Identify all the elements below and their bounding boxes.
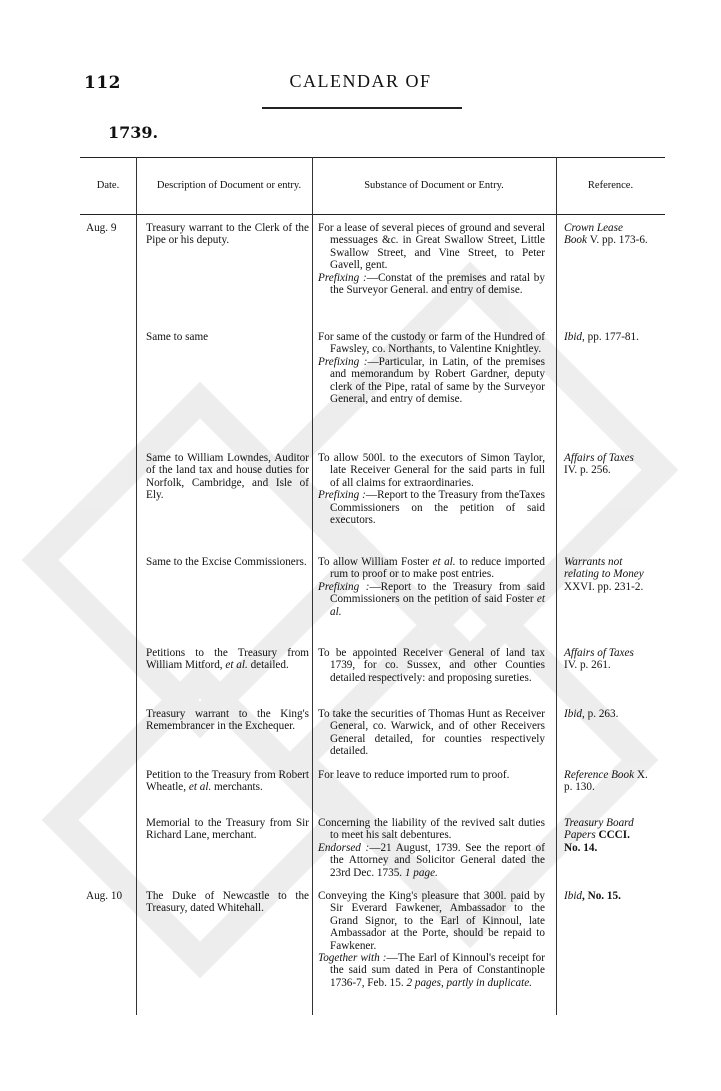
reference-location: IV. p. 261. — [564, 659, 611, 672]
description-text: Petitions to the Treasury from William Mitford, — [146, 647, 309, 672]
entry-substance — [318, 331, 545, 405]
entry-substance — [318, 222, 545, 296]
note-text: —Particular, in Latin, of the premises and memorandum by Robert Gardner, deputy clerk of the Pipe, ratal of same by the Surveyor General, and entry of demise. — [330, 355, 545, 406]
substance-text: For same of the custody or farm of the Hundred of Fawsley, co. Northants, to Valentine Knightley. — [318, 331, 545, 356]
column-header-reference: Reference. — [587, 180, 634, 191]
note-label: Prefixing : — [318, 580, 370, 593]
note-label: Prefixing : — [318, 271, 367, 284]
calendar-table — [80, 222, 665, 1020]
table-row — [80, 452, 665, 556]
reference-title: Reference Book — [564, 769, 635, 781]
entry-substance — [318, 890, 545, 989]
running-head: CALENDAR OF — [289, 71, 432, 91]
reference-title: Crown Lease Book — [564, 222, 623, 247]
substance-text: To allow William Foster — [318, 556, 433, 568]
note-label: Endorsed : — [318, 841, 370, 854]
reference-location: XXVI. pp. 231-2. — [564, 580, 644, 593]
reference-location: , No. 15. — [582, 890, 621, 902]
table-row — [80, 769, 665, 817]
table-header-rule — [80, 214, 665, 215]
entry-description — [146, 647, 309, 672]
substance-text: To take the securities of Thomas Hunt as Receiver General, co. Warwick, and of other Receivers General detailed, for counties respectively detailed. — [318, 708, 545, 758]
reference-title: Treasury Board Papers — [564, 817, 634, 842]
note-text: —Report to the Treasury from said Commissioners on the petition of said Foster — [330, 580, 545, 606]
entry-description: The Duke of Newcastle to the Treasury, dated Whitehall. — [146, 890, 309, 915]
year-heading: 1739. — [108, 123, 159, 142]
entry-description: Same to same — [146, 331, 209, 343]
table-row — [80, 556, 665, 647]
table-row — [80, 331, 665, 452]
reference-title: Affairs of Taxes — [564, 647, 634, 659]
entry-description: Same to the Excise Commissioners. — [146, 556, 307, 568]
note-label: Prefixing : — [318, 355, 368, 368]
entry-reference — [564, 890, 648, 902]
entry-description — [146, 769, 309, 794]
substance-text: to reduce imported rum to proof or to make post entries. — [330, 556, 545, 581]
note-label: Together with : — [318, 952, 387, 965]
entry-description: Same to William Lowndes, Auditor of the land tax and house duties for Norfolk, Cambridge, and Isle of Ely. — [146, 452, 309, 502]
column-header-description: Description of Document or entry. — [156, 180, 302, 191]
entry-reference — [564, 708, 648, 720]
reference-title: Affairs of Taxes — [564, 452, 634, 464]
reference-location: V. pp. 173-6. — [589, 234, 648, 247]
substance-text: Concerning the liability of the revived salt duties to meet his salt debentures. — [318, 817, 545, 842]
table-row — [80, 817, 665, 890]
description-italic: et al. — [225, 659, 248, 672]
substance-italic: et al. — [432, 556, 456, 568]
note-text: —Constat of the premises and ratal by the Surveyor General. and entry of demise. — [330, 271, 545, 297]
reference-location: X. p. 130. — [564, 769, 648, 794]
description-italic: et al. — [188, 781, 212, 794]
column-header-substance: Substance of Document or Entry. — [364, 180, 504, 191]
header-rule — [262, 107, 462, 109]
entry-reference — [564, 556, 648, 593]
note-text: —Report to the Treasury from theTaxes Commissioners on the petition of said executors. — [330, 489, 545, 527]
reference-location: IV. p. 256. — [564, 464, 611, 477]
note-italic: et al. — [330, 593, 545, 618]
note-italic: 1 page. — [404, 866, 438, 879]
entry-date: Aug. 10 — [86, 890, 123, 902]
description-text: Petition to the Treasury from Robert Wheatle, — [146, 769, 309, 794]
substance-text: To allow 500l. to the executors of Simon Taylor, late Receiver General for the said parts in full of all claims for extraordinaries. — [318, 452, 545, 489]
substance-text: For a lease of several pieces of ground and several messuages &c. in Great Swallow Street, Little Swallow Street, and Vine Street, to Peter Gavell, gent. — [318, 222, 545, 272]
table-row — [80, 647, 665, 708]
entry-reference — [564, 769, 648, 794]
table-row — [80, 708, 665, 769]
reference-title: Ibid — [564, 708, 583, 720]
entry-substance — [318, 452, 545, 526]
note-text: —21 August, 1739. See the report of the Attorney and Solicitor General dated the 23rd Dec. 1735. — [330, 841, 545, 879]
entry-description: Treasury warrant to the King's Remembrancer in the Exchequer. — [146, 708, 309, 733]
note-label: Prefixing : — [318, 489, 366, 502]
reference-location: , p. 263. — [582, 708, 619, 720]
page-number: 112 — [84, 73, 121, 93]
reference-location: CCCI. No. 14. — [564, 829, 630, 854]
note-text: —The Earl of Kinnoul's receipt for the said sum dated in Pera of Constantinople 1736-7, Feb. 15. — [330, 952, 545, 989]
note-italic: 2 pages, partly in duplicate. — [406, 976, 532, 989]
description-text: detailed. — [247, 659, 289, 672]
entry-substance — [318, 647, 545, 684]
reference-title: Ibid — [564, 331, 583, 343]
description-text: merchants. — [211, 781, 263, 794]
entry-date: Aug. 9 — [86, 222, 117, 234]
substance-text: To be appointed Receiver General of land tax 1739, for co. Sussex, and other Counties detailed respectively: and proposing sureties. — [318, 647, 545, 684]
entry-reference — [564, 817, 648, 854]
entry-reference — [564, 222, 648, 247]
table-row — [80, 222, 665, 331]
entry-description: Treasury warrant to the Clerk of the Pipe or his deputy. — [146, 222, 309, 247]
reference-title: Warrants not relating to Money — [564, 556, 644, 581]
entry-reference — [564, 647, 648, 672]
reference-location: , pp. 177-81. — [582, 331, 639, 343]
column-header-date: Date. — [96, 180, 120, 191]
entry-substance — [318, 769, 545, 781]
entry-description: Memorial to the Treasury from Sir Richard Lane, merchant. — [146, 817, 309, 842]
entry-reference — [564, 452, 648, 477]
table-row — [80, 890, 665, 1020]
entry-substance — [318, 708, 545, 758]
entry-substance — [318, 556, 545, 618]
substance-text: For leave to reduce imported rum to proof. — [318, 769, 510, 781]
substance-text: Conveying the King's pleasure that 300l. paid by Sir Everard Fawkener, Ambassador to the Grand Signor, to the Earl of Kinnoul, late Ambassador at the Porte, should be repaid to Fawkener. — [318, 890, 545, 952]
entry-reference — [564, 331, 648, 343]
reference-title: Ibid — [564, 890, 583, 902]
entry-substance — [318, 817, 545, 879]
